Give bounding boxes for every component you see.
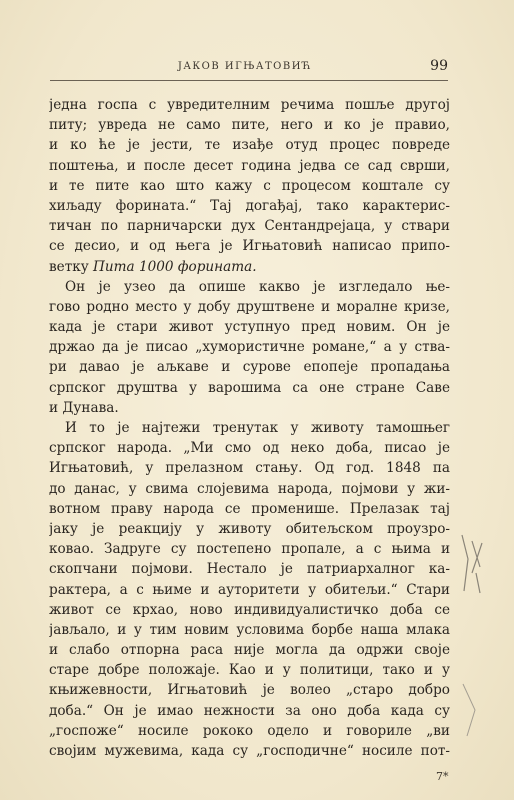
text-line: И то је најтежи тренутак у животу тамошњег xyxy=(65,420,450,436)
page-header xyxy=(50,58,448,78)
text-line: српског народа. „Ми смо од неко доба, писао је xyxy=(49,440,450,457)
running-head: ЈАКОВ ИГЊАТОВИЋ xyxy=(177,61,313,72)
text-line: својим мужевима, када су „господичне“ носиле пот- xyxy=(49,743,450,759)
text-line: књижевности, Игњатовић је волео „старо добро xyxy=(49,682,450,699)
margin-pencil-mark xyxy=(458,533,492,595)
text-line: старе добре положаје. Као и у политици, тако и у xyxy=(49,662,450,679)
text-line-with-title xyxy=(49,257,450,277)
pencil-tick-icon xyxy=(459,680,485,740)
body-text xyxy=(49,95,450,761)
text-line: скопчани појмови. Нестало је патриархалног ка- xyxy=(49,561,450,578)
text-line: и Дунава. xyxy=(49,399,119,416)
text-line: јављало, и у тим новим условима борбе наша млака xyxy=(49,621,450,638)
pencil-bracket-icon xyxy=(458,533,492,595)
margin-pencil-tick xyxy=(459,680,485,740)
text-line: и ко ће је јести, те изађе отуд процес повреде xyxy=(49,137,450,154)
printer-signature: 7* xyxy=(436,770,449,783)
text-line: доба.“ Он је имао нежности за оно доба када су xyxy=(49,702,450,719)
header-rule xyxy=(50,80,448,81)
text-line: јаку је реакцију у животу обитељском проузро- xyxy=(49,520,450,537)
text-line: питу; увреда не само пите, него и ко је правио, xyxy=(49,117,450,134)
text-line: држао да је писао „хумористичне романе,“ а у ства- xyxy=(49,339,450,356)
page-number: 99 xyxy=(430,58,448,74)
text-line: хиљаду форината.“ Тај догађај, тако карактерис- xyxy=(49,197,450,214)
text-line: и те пите као што кажу с процесом коштале су xyxy=(49,177,450,194)
text-line: када је стари живот уступнуо пред новим. Он је xyxy=(49,319,450,336)
text-line: ри давао је аљкаве и сурове епопеје пропадања xyxy=(49,359,450,376)
text-line: „госпоже“ носиле рококо одело и говориле „ви xyxy=(49,722,450,739)
text-line: Он је узео да опише какво је изгледало ње- xyxy=(65,278,450,295)
text-line: Игњатовић, у прелазном стању. Од год. 1848 па xyxy=(49,460,450,477)
text-line: се десио, и од њега је Игњатовић написао припо- xyxy=(49,238,450,255)
story-title: Пита 1000 форината. xyxy=(93,258,257,275)
text-fragment: ветку xyxy=(49,258,89,275)
text-line: до данас, у свима слојевима народа, појмови у жи- xyxy=(49,480,450,497)
text-line: живот се крхао, ново индивидуалистичко доба се xyxy=(49,601,450,618)
text-line: и слабо отпорна раса није могла да одржи своје xyxy=(49,642,450,659)
text-line: једна госпа с увредителним речима пошље другој xyxy=(49,97,450,113)
text-line: српског друштва у варошима са оне стране Саве xyxy=(49,379,450,396)
text-line: гово родно место у добу друштвене и моралне кризе, xyxy=(49,298,450,315)
text-line: вотном праву народа се променише. Прелазак тај xyxy=(49,500,450,517)
text-line: тичан по парничарски дух Сентандрејаца, у ствари xyxy=(49,218,450,235)
text-line: рактера, а с њиме и ауторитети у обитељи.“ Стари xyxy=(49,581,450,598)
text-line: ковао. Задруге су постепено пропале, а с њима и xyxy=(49,541,450,558)
text-line: поштења, и после десет година једва се сад сврши, xyxy=(49,157,450,174)
